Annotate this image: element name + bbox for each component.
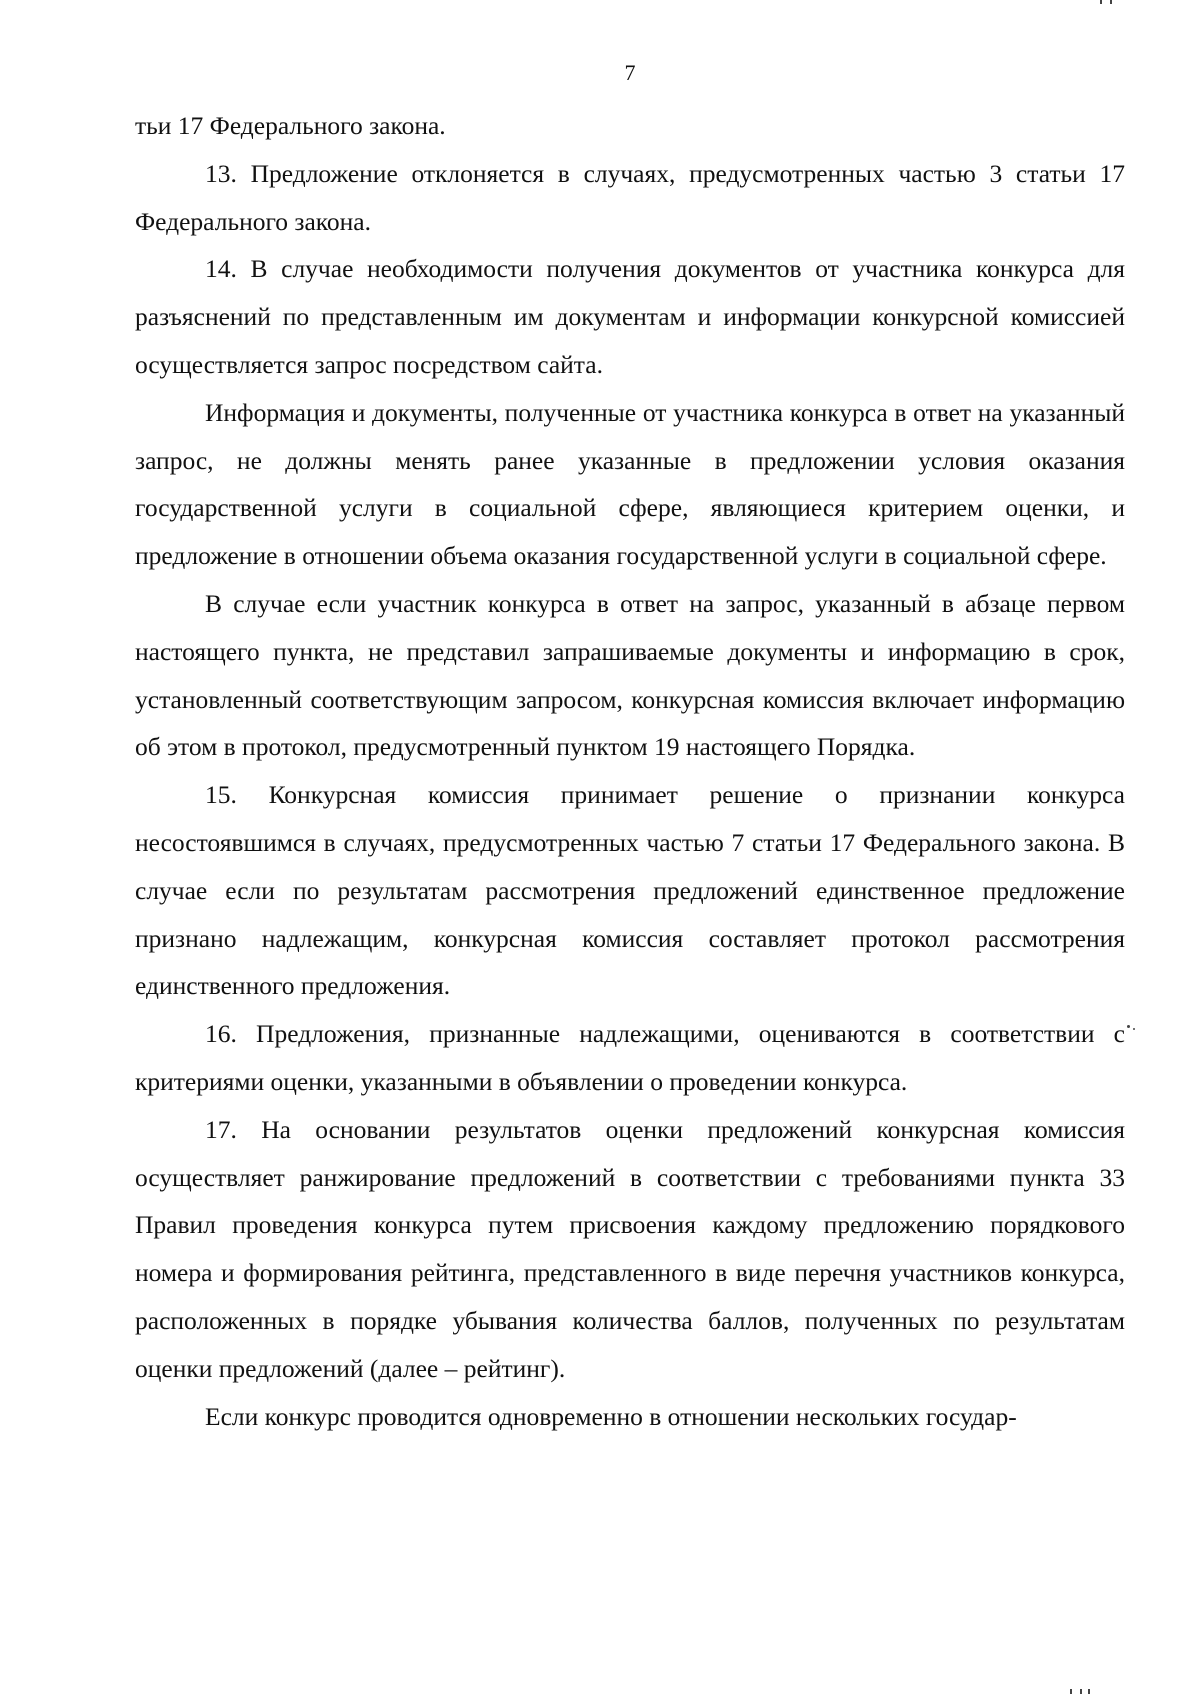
paragraph: 14. В случае необходимости получения документов от участника конкурса для разъяснений по представленным им документам и информации конкурсной комиссией осуществляется запрос посредством сайта. <box>135 254 1125 379</box>
document-body <box>135 102 1125 1440</box>
paragraph: В случае если участник конкурса в ответ на запрос, указанный в абзаце первом настоящего пункта, не представил запрашиваемые документы и информацию в срок, установленный соответствующим запросом, конкурсная комиссия включает информацию об этом в протокол, предусмотренный пунктом 19 настоящего Порядка. <box>135 588 1125 762</box>
scan-speck <box>1088 1689 1090 1694</box>
scan-speck <box>1070 1689 1072 1694</box>
paragraph: 13. Предложение отклоняется в случаях, предусмотренных частью 3 статьи 17 Федерального закона. <box>135 158 1125 236</box>
scan-speck <box>1100 0 1102 4</box>
paragraph: 17. На основании результатов оценки предложений конкурсная комиссия осуществляет ранжирование предложений в соответствии с требованиями пункта 33 Правил проведения конкурса путем присвоения каждому предложению порядкового номера и формирования рейтинга, представленного в виде перечня участников конкурса, расположенных в порядке убывания количества баллов, полученных по результатам оценки предложений (далее – рейтинг). <box>135 1114 1125 1383</box>
scan-speck <box>1080 1689 1082 1694</box>
paragraph: Информация и документы, полученные от участника конкурса в ответ на указанный запрос, не должны менять ранее указанные в предложении условия оказания государственной услуги в социальной сфере, являющиеся критерием оценки, и предложение в отношении объема оказания государственной услуги в социальной сфере. <box>135 397 1125 571</box>
scan-speck <box>1127 1025 1130 1028</box>
paragraph: 16. Предложения, признанные надлежащими, оцениваются в соответствии с критериями оценки, указанными в объявлении о проведении конкурса. <box>135 1019 1125 1096</box>
paragraph: 15. Конкурсная комиссия принимает решение о признании конкурса несостоявшимся в случаях, предусмотренных частью 7 статьи 17 Федерального закона. В случае если по результатам рассмотрения предложений единственное предложение признано надлежащим, конкурсная комиссия составляет протокол рассмотрения единственного предложения. <box>135 780 1125 1001</box>
page-number: 7 <box>624 60 636 85</box>
paragraph: Если конкурс проводится одновременно в отношении нескольких государ- <box>205 1401 1017 1431</box>
scan-speck <box>1110 0 1112 4</box>
paragraph: тьи 17 Федерального закона. <box>135 111 446 140</box>
scan-speck <box>1133 1028 1135 1030</box>
